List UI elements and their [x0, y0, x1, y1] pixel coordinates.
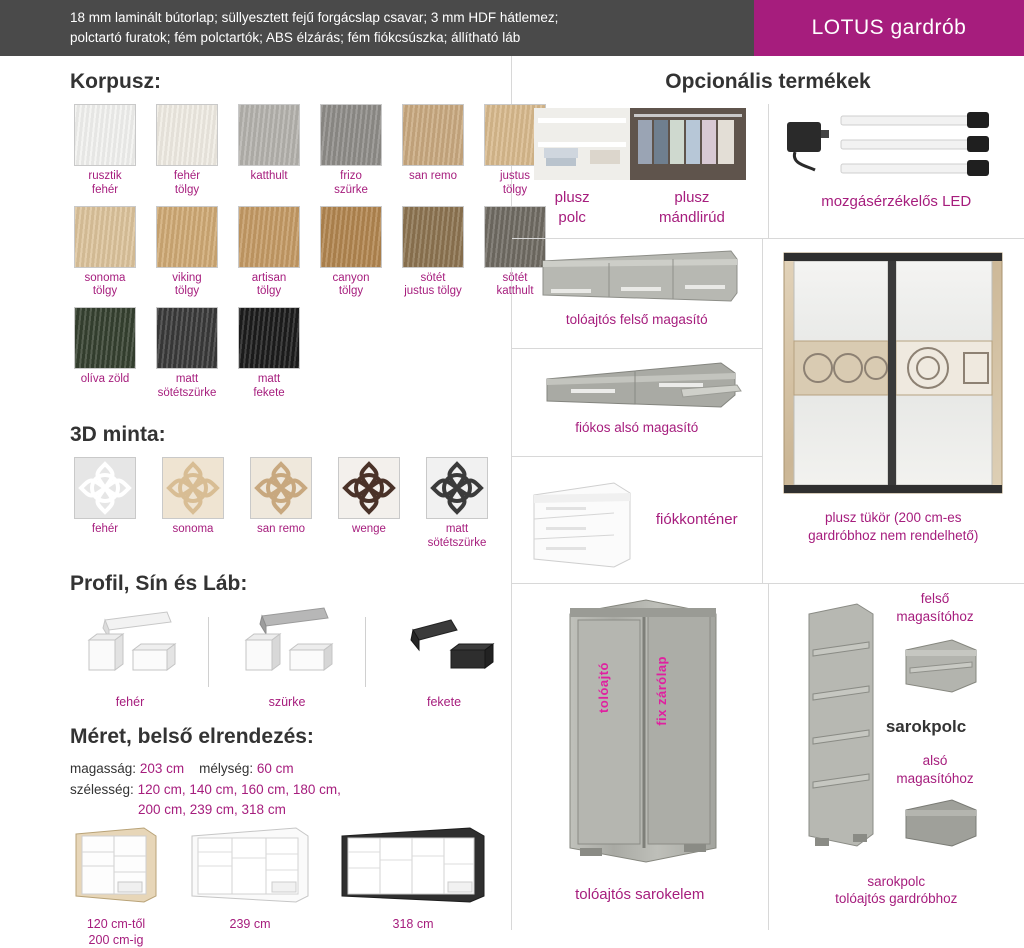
korpusz-swatch[interactable] — [234, 206, 304, 300]
swatch-label: san remo — [398, 170, 468, 184]
top-extension-icon — [531, 245, 743, 311]
plusz-polc-label: plusz polc — [555, 188, 590, 227]
left-column — [0, 56, 512, 930]
page-header — [0, 0, 1024, 56]
led-strip-icon — [781, 108, 1011, 184]
pattern-swatch[interactable] — [246, 457, 316, 551]
fiokos-also-cell — [512, 349, 762, 457]
profile-black-label: fekete — [384, 695, 504, 709]
profile-row — [0, 606, 511, 709]
wardrobe-239-label: 239 cm — [186, 917, 314, 933]
specs-line-1: 18 mm laminált bútorlap; süllyesztett fejű forgácslap csavar; 3 mm HDF hátlemez; — [70, 8, 740, 28]
width-key: szélesség: — [70, 782, 134, 797]
section-title-3d-minta: 3D minta: — [0, 401, 511, 457]
pattern-swatch[interactable] — [334, 457, 404, 551]
fiokkontener-cell — [512, 457, 762, 583]
swatch-chip — [156, 104, 218, 166]
pattern-label: fehér — [70, 523, 140, 537]
wardrobe-318-label: 318 cm — [338, 917, 488, 933]
led-cell — [769, 104, 1024, 238]
toloajto-tag: tolóajtó — [596, 662, 611, 713]
swatch-chip — [238, 307, 300, 369]
swatch-label: matt sötétszürke — [152, 373, 222, 401]
wardrobe-120-200-label: 120 cm-től 200 cm-ig — [70, 917, 162, 948]
drawer-base-icon — [531, 355, 743, 419]
size-info — [0, 759, 511, 820]
korpusz-swatch[interactable] — [70, 104, 140, 198]
swatch-label: sötét justus tölgy — [398, 272, 468, 300]
depth-value: 60 cm — [257, 761, 294, 776]
divider-2 — [365, 617, 366, 687]
profile-white — [70, 606, 190, 709]
height-value: 203 cm — [140, 761, 184, 776]
profile-grey-label: szürke — [227, 695, 347, 709]
pattern-swatch[interactable] — [70, 457, 140, 551]
wardrobe-small-icon — [70, 826, 162, 906]
optional-row-3 — [512, 584, 1024, 930]
right-column — [512, 56, 1024, 930]
wardrobe-interior-icon — [534, 108, 746, 180]
profile-black-icon — [389, 606, 499, 686]
fiokos-also-label: fiókos alsó magasító — [518, 419, 756, 437]
swatch-label: artisan tölgy — [234, 272, 304, 300]
profile-grey-icon — [232, 606, 342, 686]
swatch-label: frizo szürke — [316, 170, 386, 198]
pattern-chip — [74, 457, 136, 519]
korpusz-swatch[interactable] — [398, 104, 468, 198]
corner-wardrobe-cell — [512, 584, 769, 930]
mirror-cell — [763, 239, 1024, 583]
swatch-label: olíva zöld — [70, 373, 140, 387]
specs-line-2: polctartó furatok; fém polctartók; ABS élzárás; fém fiókcsúszka; állítható láb — [70, 28, 740, 48]
korpusz-swatch[interactable] — [70, 206, 140, 300]
felso-magasitohoz-label: felső magasítóhoz — [860, 590, 1010, 625]
swatch-chip — [238, 104, 300, 166]
specs-text — [0, 0, 754, 56]
korpusz-swatch[interactable] — [398, 206, 468, 300]
swatch-chip — [74, 104, 136, 166]
swatch-chip — [238, 206, 300, 268]
swatch-chip — [74, 307, 136, 369]
depth-key: mélység: — [199, 761, 253, 776]
led-label: mozgásérzékelős LED — [777, 192, 1017, 212]
pattern-chip — [162, 457, 224, 519]
swatch-chip — [402, 104, 464, 166]
felso-magasito-label: tolóajtós felső magasító — [518, 311, 756, 329]
width-value-2: 200 cm, 239 cm, 318 cm — [138, 802, 286, 817]
profile-white-label: fehér — [70, 695, 190, 709]
shelf-rod-cell — [512, 104, 769, 238]
korpusz-swatch-grid — [0, 104, 511, 401]
section-title-meret: Méret, belső elrendezés: — [0, 709, 511, 759]
swatch-chip — [320, 104, 382, 166]
plusz-mandlirud-label: plusz mándlirúd — [659, 188, 725, 227]
sarokpolc-label: sarokpolc — [846, 716, 1006, 738]
pattern-grid — [0, 457, 511, 551]
pattern-chip — [426, 457, 488, 519]
corner-wardrobe-icon — [550, 594, 730, 874]
swatch-label: justus tölgy — [480, 170, 550, 198]
width-value-1: 120 cm, 140 cm, 160 cm, 180 cm, — [138, 782, 341, 797]
pattern-label: matt sötétszürke — [422, 523, 492, 551]
korpusz-swatch[interactable] — [234, 307, 304, 401]
swatch-label: viking tölgy — [152, 272, 222, 300]
lower-cube-icon — [898, 794, 984, 850]
wardrobe-medium-icon — [186, 826, 314, 906]
korpusz-swatch[interactable] — [152, 307, 222, 401]
pattern-swatch[interactable] — [422, 457, 492, 551]
pattern-label: wenge — [334, 523, 404, 537]
section-title-korpusz: Korpusz: — [0, 56, 511, 104]
pattern-swatch[interactable] — [158, 457, 228, 551]
profile-grey — [227, 606, 347, 709]
upper-cube-icon — [898, 634, 984, 698]
swatch-label: fehér tölgy — [152, 170, 222, 198]
pattern-label: sonoma — [158, 523, 228, 537]
swatch-label: sötét katthult — [480, 272, 550, 300]
pattern-chip — [250, 457, 312, 519]
swatch-chip — [156, 206, 218, 268]
fix-zarolap-tag: fix zárólap — [654, 656, 669, 726]
product-title: LOTUS gardrób — [754, 0, 1024, 56]
height-key: magasság: — [70, 761, 136, 776]
korpusz-swatch[interactable] — [70, 307, 140, 401]
swatch-label: canyon tölgy — [316, 272, 386, 300]
korpusz-swatch[interactable] — [234, 104, 304, 198]
optional-row-1 — [512, 104, 1024, 239]
swatch-label: katthult — [234, 170, 304, 184]
tukor-label: plusz tükör (200 cm-es gardróbhoz nem rendelhető) — [769, 509, 1019, 544]
pattern-label: san remo — [246, 523, 316, 537]
korpusz-swatch[interactable] — [152, 206, 222, 300]
optional-row-2 — [512, 239, 1024, 584]
sarokelem-label: tolóajtós sarokelem — [512, 885, 768, 905]
swatch-label: rusztik fehér — [70, 170, 140, 198]
swatch-chip — [320, 206, 382, 268]
swatch-label: sonoma tölgy — [70, 272, 140, 300]
sarokpolc-caption: sarokpolc tolóajtós gardróbhoz — [769, 873, 1024, 908]
korpusz-swatch[interactable] — [316, 206, 386, 300]
profile-black — [384, 606, 504, 709]
fiokkontener-label: fiókkonténer — [638, 510, 756, 530]
swatch-chip — [156, 307, 218, 369]
profile-white-icon — [75, 606, 185, 686]
felso-magasito-cell — [512, 239, 762, 349]
corner-shelf-cell — [769, 584, 1024, 930]
pattern-chip — [338, 457, 400, 519]
korpusz-swatch[interactable] — [316, 104, 386, 198]
divider — [208, 617, 209, 687]
left-stack — [512, 239, 763, 583]
section-title-optional: Opcionális termékek — [512, 56, 1024, 104]
wardrobe-large-icon — [338, 826, 488, 906]
drawer-unit-icon — [518, 467, 638, 573]
swatch-chip — [74, 206, 136, 268]
also-magasitohoz-label: alsó magasítóhoz — [860, 752, 1010, 787]
swatch-label: matt fekete — [234, 373, 304, 401]
swatch-chip — [402, 206, 464, 268]
korpusz-swatch[interactable] — [152, 104, 222, 198]
section-title-profil: Profil, Sín és Láb: — [0, 550, 511, 606]
mirror-wardrobe-icon — [778, 245, 1008, 503]
